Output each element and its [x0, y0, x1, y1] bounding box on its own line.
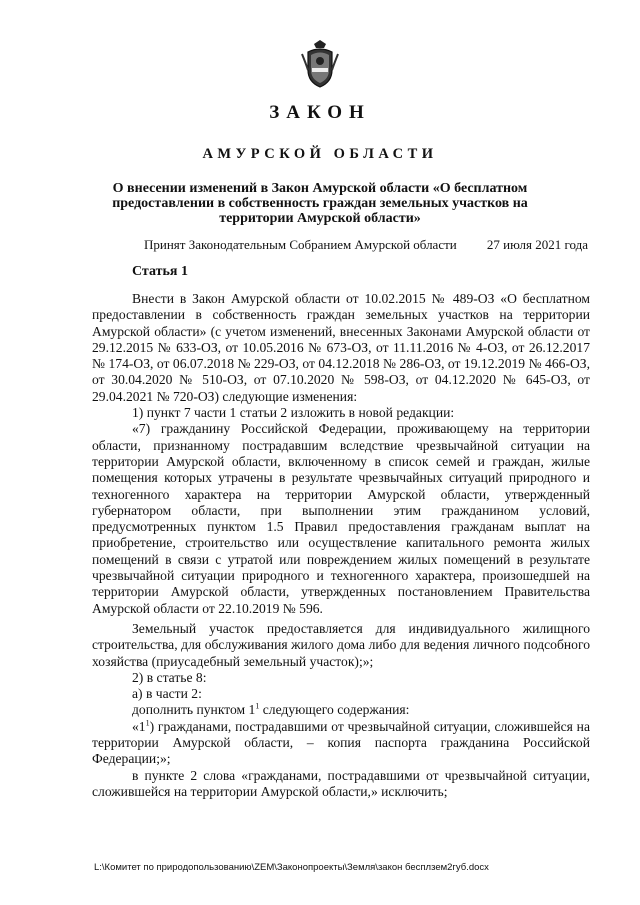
paragraph-text: «1	[132, 718, 146, 734]
adoption-date: 27 июля 2021 года	[486, 237, 588, 252]
paragraph-text: ) гражданами, пострадавшими от чрезвычайной ситуации, сложившейся на территории Амурской области, – копия паспорта гражданина Российской Федерации;»;	[92, 718, 590, 767]
adoption-line	[144, 237, 588, 253]
coat-of-arms-emblem-icon	[300, 40, 340, 88]
paragraph-text: следующего содержания:	[259, 702, 410, 718]
adoption-text: Принят Законодательным Собранием Амурской области	[144, 237, 457, 252]
paragraph: а) в части 2:	[132, 686, 202, 702]
paragraph	[92, 702, 590, 718]
law-subtitle: О внесении изменений в Закон Амурской области «О бесплатном предоставлении в собственность граждан земельных участков на территории Амурской области»	[112, 181, 528, 226]
file-path-footer: L:\Комитет по природопользованию\ZEM\Законопроекты\Земля\закон бесплзем2губ.docx	[94, 862, 489, 873]
paragraph: в пункте 2 слова «гражданами, пострадавшими от чрезвычайной ситуации, сложившейся на территории Амурской области,» исключить;	[92, 767, 590, 799]
paragraph: Земельный участок предоставляется для индивидуального жилищного строительства, для обслуживания жилого дома либо для ведения личного подсобного хозяйства (приусадебный земельный участок);»;	[92, 620, 590, 669]
superscript: 1	[255, 701, 260, 711]
paragraph: 2) в статье 8:	[132, 669, 207, 685]
article-heading: Статья 1	[132, 264, 188, 279]
paragraph: Внести в Закон Амурской области от 10.02.2015 № 489-ОЗ «О бесплатном предоставлении в собственность граждан земельных участков на территории Амурской области» (с учетом изменений, внесенных Законами Амурской области от 29.12.2015 № 633-ОЗ, от 10.05.2016 № 673-ОЗ, от 11.11.2016 № 4-ОЗ, от 26.12.2017 № 174-ОЗ, от 06.07.2018 № 229-ОЗ, от 04.12.2018 № 286-ОЗ, от 19.12.2019 № 466-ОЗ, от 30.04.2020 № 510-ОЗ, от 07.10.2020 № 598-ОЗ, от 04.12.2020 № 645-ОЗ, от 29.04.2021 № 720-ОЗ) следующие изменения:	[92, 291, 590, 404]
paragraph	[92, 719, 590, 768]
region-title: АМУРСКОЙ ОБЛАСТИ	[202, 146, 438, 162]
paragraph: «7) гражданину Российской Федерации, проживающему на территории области, признанному пострадавшим вследствие чрезвычайной ситуации на территории Амурской области, включенному в список семей и граждан, жилые помещения которых утрачены в результате чрезвычайных ситуаций природного и техногенного характера на территории Амурской области, утвержденный губернатором области, при выполнении этим гражданином условий, предусмотренных пунктом 1.5 Правил предоставления гражданам выплат на приобретение, строительство или осуществление капитального ремонта жилых помещений в связи с утратой или повреждением жилых помещений в результате чрезвычайной ситуации природного и техногенного характера, произошедшей на территории Амурской области, утвержденных постановлением Правительства Амурской области от 22.10.2019 № 596.	[92, 421, 590, 616]
paragraph-text: дополнить пунктом 1	[132, 702, 256, 718]
superscript: 1	[145, 718, 150, 728]
document-body	[92, 291, 590, 800]
law-title: ЗАКОН	[269, 102, 371, 123]
paragraph: 1) пункт 7 части 1 статьи 2 изложить в новой редакции:	[132, 405, 455, 421]
